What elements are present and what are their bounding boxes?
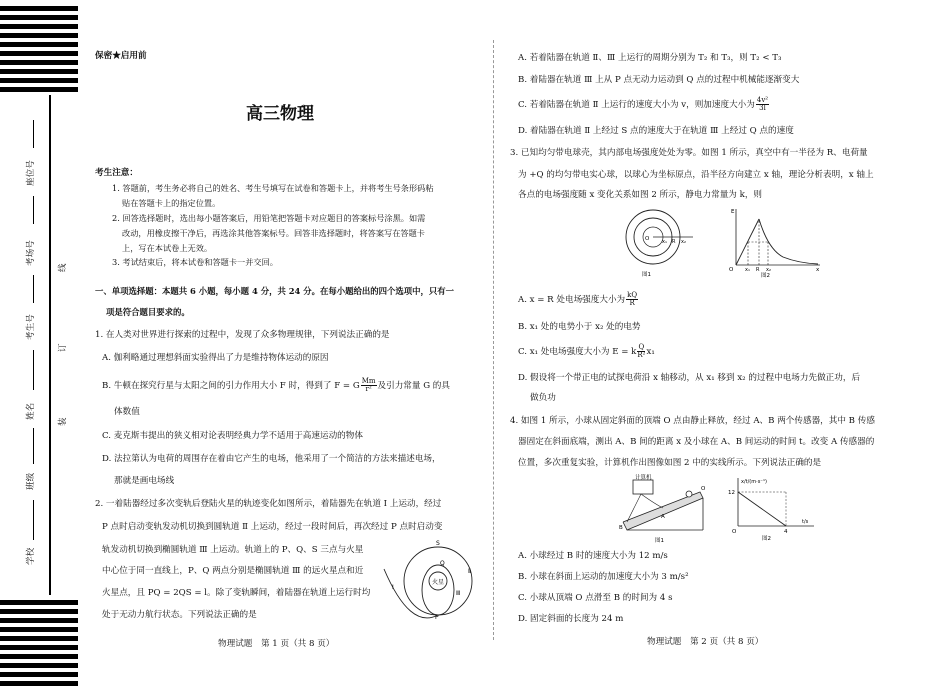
- q2-stem-line: 火星点，且 PQ = 2QS = l。除了变轨瞬间，着陆器在轨道上运行时均: [102, 588, 371, 598]
- q4-fig2-caption: 图2: [762, 536, 771, 542]
- svg-text:x₂: x₂: [766, 267, 771, 273]
- q2-stem-line: P 点时启动变轨发动机切换到圆轨道 Ⅱ 上运动，经过一段时间后，再次经过 P 点时启动变: [102, 522, 443, 532]
- orbit-figure: [380, 535, 480, 620]
- t-axis-label: t/s: [802, 519, 809, 525]
- orbit-iii-label: Ⅲ: [456, 590, 461, 597]
- q2-option-a: A. 若着陆器在轨道 Ⅱ、Ⅲ 上运行的周期分别为 T₂ 和 T₃，则 T₂ < T₃: [518, 53, 782, 63]
- svg-text:R: R: [672, 239, 676, 245]
- svg-text:x₁: x₁: [662, 239, 667, 245]
- q3-c-fraction: $\frac{Q}{\text{R²}}$: [637, 343, 646, 359]
- q3-figure-1: [615, 207, 695, 279]
- orbit-i-label: Ⅰ: [392, 584, 394, 591]
- svg-text:O: O: [729, 267, 734, 273]
- q1-option-d: D. 法拉第认为电荷的周围存在着由它产生的电场，他采用了一个简洁的方法来描述电场，: [102, 454, 441, 464]
- notice-line: 1. 答题前，考生务必将自己的姓名、考生号填写在试卷和答题卡上，并将考生号条形码粘: [112, 183, 434, 193]
- q4-figure-1: [615, 474, 710, 544]
- point-s-label: S: [436, 540, 440, 547]
- q3-option-a: [518, 292, 639, 307]
- svg-text:x: x: [816, 267, 820, 273]
- class-blank[interactable]: [33, 428, 34, 464]
- svg-text:x₁: x₁: [745, 267, 750, 273]
- q4-option-d: D. 固定斜面的长度为 24 m: [518, 614, 624, 624]
- q1-option-d-cont: 那就是画电场线: [114, 476, 175, 486]
- q2-stem-line: 2. 一着陆器经过多次变轨后登陆火星的轨迹变化如图所示，着陆器先在轨道 Ⅰ 上运动，经过: [95, 499, 442, 509]
- binding-bar: [49, 95, 51, 595]
- mars-label: 火星: [432, 579, 445, 586]
- svg-text:O: O: [732, 529, 737, 535]
- q3-stem-line: 各点的电场强度随 x 变化关系如图 2 所示，静电力常量为 k，则: [518, 190, 763, 200]
- computer-label: 计算机: [635, 475, 652, 481]
- q4-option-c: C. 小球从顶端 O 点滑至 B 的时间为 4 s: [518, 593, 673, 603]
- notice-heading: 考生注意：: [95, 168, 138, 178]
- page-divider: [493, 40, 494, 640]
- q3-option-c: C. x₁ 处电场强度大小为 E = k $\frac{Q}{\text{R²}}x_1$: [518, 343, 655, 359]
- q1-option-b-cont: 体数值: [114, 407, 140, 417]
- page-title: 高三物理: [246, 104, 314, 124]
- svg-text:O: O: [645, 236, 650, 242]
- svg-text:E: E: [731, 209, 735, 215]
- q1-option-c: C. 麦克斯韦提出的狭义相对论表明经典力学不适用于高速运动的物体: [102, 431, 363, 441]
- incline: [623, 492, 703, 530]
- orbit-ii-label: Ⅱ: [468, 568, 471, 575]
- cut-ding-label: 订: [58, 343, 68, 352]
- exam-room-blank[interactable]: [33, 196, 34, 224]
- svg-text:A: A: [661, 514, 665, 520]
- point-q-label: Q: [440, 560, 445, 567]
- q4-stem-line: 位置，多次重复实验，计算机作出图像如图 2 中的实线所示。下列说法正确的是: [518, 458, 822, 468]
- svg-text:4: 4: [784, 529, 788, 535]
- page-footer-1: 物理试题 第 1 页（共 8 页）: [218, 639, 335, 649]
- notice-line: 改动，用橡皮擦干净后，再选涂其他答案标号。回答非选择题时，将答案写在答题卡: [122, 228, 425, 238]
- q4-option-b: B. 小球在斜面上运动的加速度大小为 3 m/s²: [518, 572, 689, 582]
- page-footer-2: 物理试题 第 2 页（共 8 页）: [647, 637, 764, 647]
- q2-option-d: D. 着陆器在轨道 Ⅱ 上经过 S 点的速度大于在轨道 Ⅲ 上经过 Q 点的速度: [518, 126, 794, 136]
- school-label: 学校: [26, 547, 36, 565]
- q3-fig1-caption: 图1: [642, 272, 651, 278]
- notice-line: 3. 考试结束后，将本试卷和答题卡一并交回。: [112, 257, 278, 267]
- section-heading-cont: 项是符合题目要求的。: [106, 307, 190, 317]
- q3-c-text: C. x₁ 处电场强度大小为 E = k: [518, 347, 637, 357]
- q2-stem-line: 处于无动力航行状态。下列说法正确的是: [102, 610, 257, 620]
- name-blank[interactable]: [33, 350, 34, 390]
- q1-b-text-tail: 及引力常量 G 的具: [377, 381, 450, 391]
- q3-option-d: D. 假设将一个带正电的试探电荷沿 x 轴移动，从 x₁ 移到 x₂ 的过程中电场力先做正功，后: [518, 373, 861, 383]
- point-p-label: P: [435, 614, 439, 620]
- exam-no-label: 考生号: [26, 314, 36, 340]
- q1-b-fraction: $\frac{Mm}{\text{r²}}$: [361, 377, 376, 393]
- section-heading: 一、单项选择题：本题共 6 小题，每小题 4 分，共 24 分。在每小题给出的四个选项中，只有一: [95, 286, 455, 296]
- q2-stem-line: 中心位于同一直线上，P、Q 两点分别是椭圆轨道 Ⅲ 的远火星点和近: [102, 566, 364, 576]
- name-label: 姓名: [26, 402, 36, 420]
- q3-figure-2: [728, 207, 823, 279]
- computer-icon: [633, 480, 653, 494]
- q2-stem-line: 轨发动机切换到椭圆轨道 Ⅲ 上运动。轨道上的 P、Q、S 三点与火星: [102, 545, 364, 555]
- svg-text:x₂: x₂: [681, 239, 686, 245]
- notice-line: 贴在答题卡上的指定位置。: [122, 198, 221, 208]
- q3-option-b: B. x₁ 处的电势小于 x₂ 处的电势: [518, 322, 641, 332]
- svg-text:B: B: [619, 525, 623, 531]
- class-label: 班级: [26, 472, 36, 490]
- svg-text:12: 12: [728, 490, 735, 496]
- xt-axis-label: x/t/(m·s⁻¹): [741, 479, 767, 485]
- q2-option-b: B. 着陆器在轨道 Ⅲ 上从 P 点无动力运动到 Q 点的过程中机械能逐渐变大: [518, 75, 800, 85]
- q3-stem-line: 3. 已知均匀带电球壳，其内部电场强度处处为零。如图 1 所示，真空中有一半径为 R、电荷量: [510, 148, 868, 158]
- cut-line-label: 线: [58, 263, 68, 272]
- q4-option-a: A. 小球经过 B 时的速度大小为 12 m/s: [518, 551, 668, 561]
- q1-option-a: A. 伽利略通过理想斜面实验得出了力是维持物体运动的原因: [102, 353, 329, 363]
- q3-a-fraction: $\frac{kQ}{R}$: [627, 291, 638, 307]
- q3-a-text: A. x = R 处电场强度大小为: [518, 295, 626, 305]
- school-blank[interactable]: [33, 500, 34, 540]
- q4-figure-2: [728, 476, 818, 542]
- ball: [686, 491, 692, 497]
- q2-c-text: C. 若着陆器在轨道 Ⅱ 上运行的速度大小为 v，则加速度大小为: [518, 100, 755, 110]
- q1-option-b: [102, 378, 450, 393]
- notice-line: 上，写在本试卷上无效。: [122, 243, 213, 253]
- seat-blank[interactable]: [33, 120, 34, 148]
- q3-fig2-caption: 图2: [761, 273, 770, 279]
- cut-zhuang-label: 装: [58, 417, 68, 426]
- q1-stem: 1. 在人类对世界进行探索的过程中，发现了众多物理规律，下列说法正确的是: [95, 330, 390, 340]
- svg-text:O: O: [701, 486, 706, 492]
- q4-fig1-caption: 图1: [655, 538, 664, 544]
- seat-label: 座位号: [26, 160, 36, 186]
- q3-option-d-cont: 做负功: [530, 393, 556, 403]
- xt-line-solid: [738, 492, 786, 526]
- q1-b-text: B. 牛顿在探究行星与太阳之间的引力作用大小 F 时，得到了 F = G: [102, 381, 360, 391]
- notice-line: 2. 回答选择题时，选出每小题答案后，用铅笔把答题卡对应题目的答案标号涂黑。如需: [112, 213, 426, 223]
- exam-no-blank[interactable]: [33, 275, 34, 303]
- q2-c-fraction: $\frac{\text{4v²}}{3l}$: [756, 96, 769, 112]
- svg-text:R: R: [756, 267, 760, 273]
- q4-stem-line: 4. 如图 1 所示，小球从固定斜面的顶端 O 点由静止释放，经过 A、B 两个传感器，其中 B 传感: [510, 416, 875, 426]
- q3-stem-line: 为 +Q 的均匀带电实心球，以球心为坐标原点，沿半径方向建立 x 轴，理论分析表明，x 轴上: [518, 170, 874, 180]
- secret-label: 保密★启用前: [95, 51, 147, 61]
- q2-option-c: [518, 97, 770, 112]
- q4-stem-line: 器固定在斜面底端，测出 A、B 间的距离 x 及小球在 A、B 间运动的时间 t。改变 A 传感器的: [518, 437, 875, 447]
- exam-room-label: 考场号: [26, 240, 36, 266]
